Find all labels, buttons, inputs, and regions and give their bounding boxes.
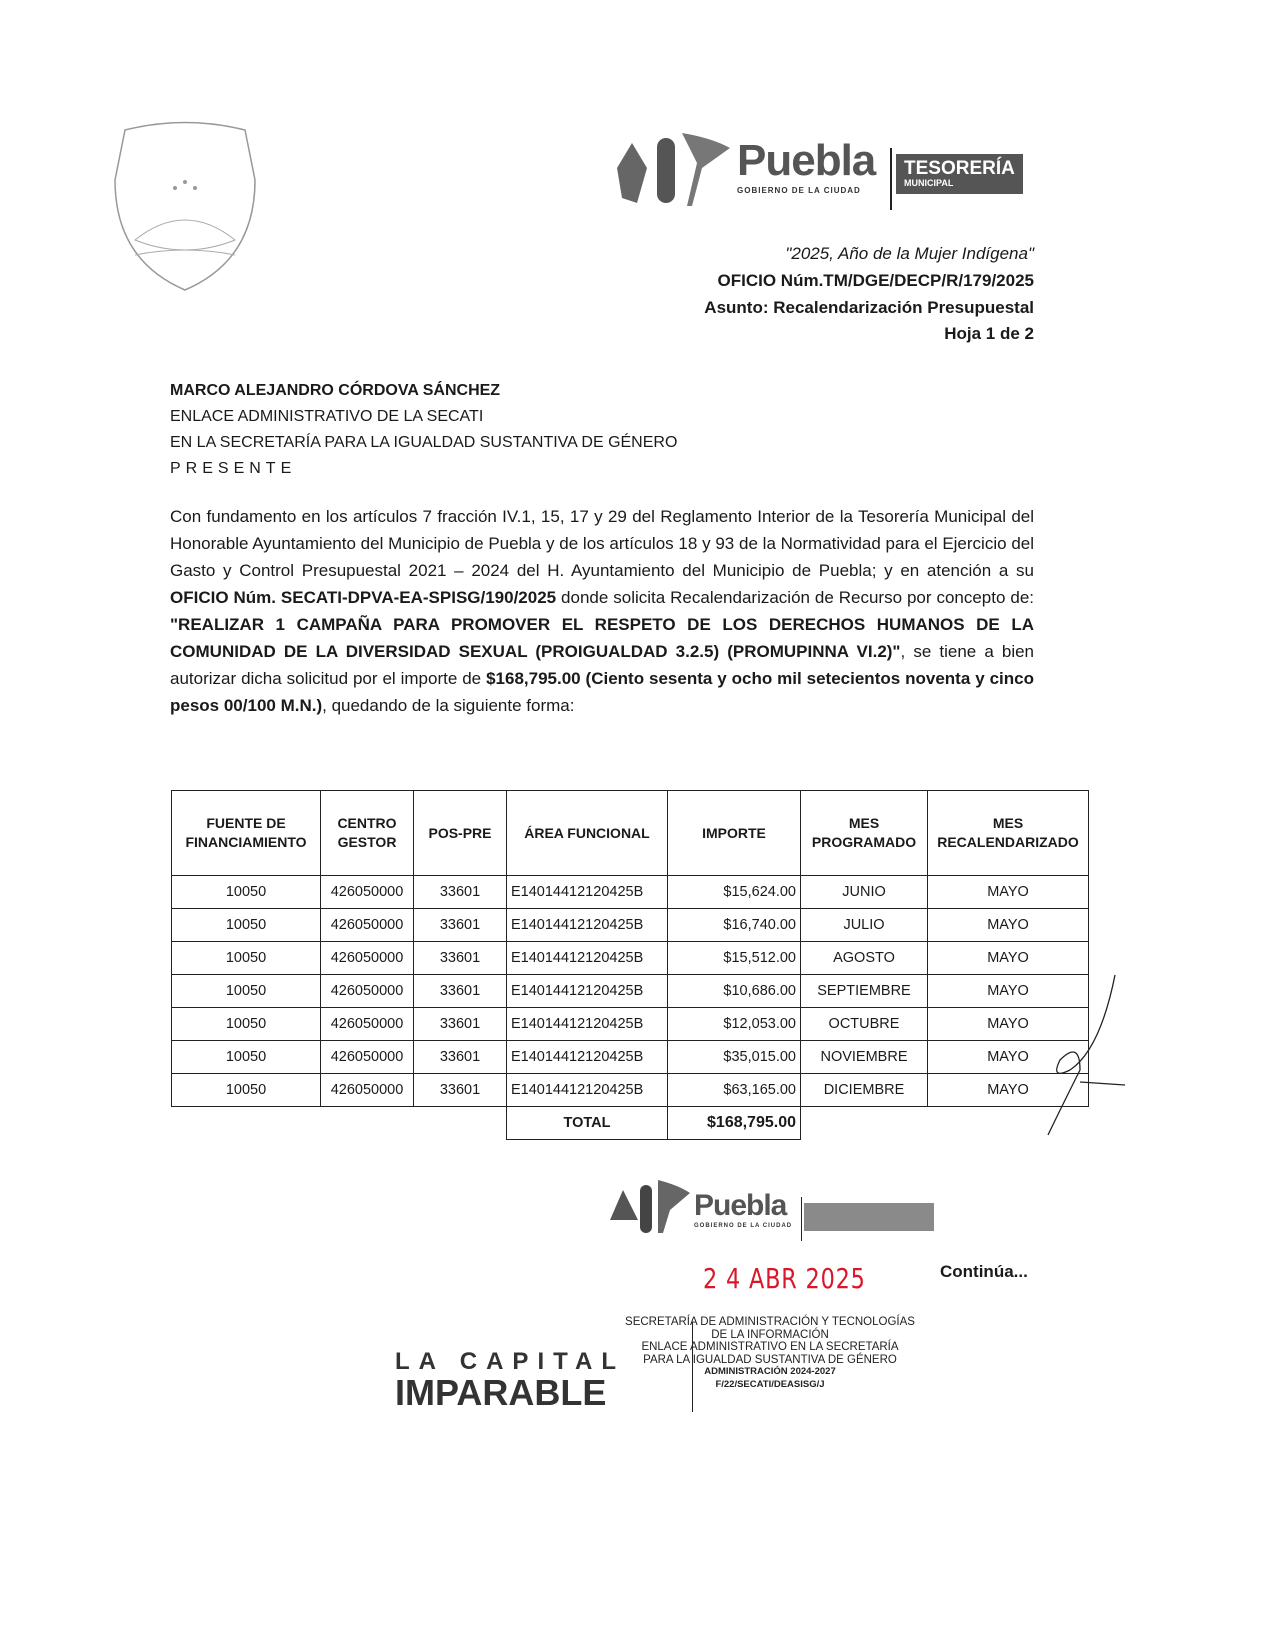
total-value: $168,795.00 (668, 1107, 801, 1140)
table-cell: 426050000 (321, 942, 414, 975)
table-row (172, 942, 1089, 975)
table-cell: $35,015.00 (668, 1041, 801, 1074)
table-cell: 426050000 (321, 909, 414, 942)
column-header: CENTRO GESTOR (321, 791, 414, 876)
table-cell: E14014412120425B (507, 942, 668, 975)
body-paragraph: Con fundamento en los artículos 7 fracción IV.1, 15, 17 y 29 del Reglamento Interior de la Tesorería Municipal del Honorable Ayuntamiento del Municipio de Puebla y de los artículos 18 y 93 de la Normatividad para el Ejercicio del Gasto y Control Presupuestal 2021 – 2024 del H. Ayuntamiento del Municipio de Puebla; y en atención a su OFICIO Núm. SECATI-DPVA-EA-SPISG/190/2025 donde solicita Recalendarización de Recurso por concepto de: "REALIZAR 1 CAMPAÑA PARA PROMOVER EL RESPETO DE LOS DERECHOS HUMANOS DE LA COMUNIDAD DE LA DIVERSIDAD SEXUAL (PROIGUALDAD 3.2.5) (PROMUPINNA VI.2)", se tiene a bien autorizar dicha solicitud por el importe de $168,795.00 (Ciento sesenta y ocho mil setecientos noventa y cinco pesos 00/100 M.N.), quedando de la siguiente forma: (170, 507, 1035, 715)
table-cell: OCTUBRE (801, 1008, 928, 1041)
total-row (172, 1107, 1089, 1140)
tesoreria-badge: TESORERÍA MUNICIPAL (896, 154, 1023, 194)
table-cell: $15,512.00 (668, 942, 801, 975)
table-cell: JULIO (801, 909, 928, 942)
table-cell: 426050000 (321, 1074, 414, 1107)
recipient-name: MARCO ALEJANDRO CÓRDOVA SÁNCHEZ (170, 382, 501, 399)
recalendarization-table (171, 790, 1089, 1140)
table-cell: MAYO (928, 1041, 1089, 1074)
table-cell: 426050000 (321, 975, 414, 1008)
oficio-number: OFICIO Núm.TM/DGE/DECP/R/179/2025 (717, 271, 1034, 290)
table-cell: SEPTIEMBRE (801, 975, 928, 1008)
table-cell: 426050000 (321, 1041, 414, 1074)
table-cell: 33601 (414, 1008, 507, 1041)
table-cell: 10050 (172, 1074, 321, 1107)
table-cell: $10,686.00 (668, 975, 801, 1008)
table-cell: 10050 (172, 942, 321, 975)
puebla-emblem-icon (608, 1175, 693, 1235)
reference-oficio: OFICIO Núm. SECATI-DPVA-EA-SPISG/190/2025 (170, 588, 557, 607)
concept: "REALIZAR 1 CAMPAÑA PARA PROMOVER EL RESPETO DE LOS DERECHOS HUMANOS DE LA COMUNIDAD DE LA DIVERSIDAD SEXUAL (PROIGUALDAD 3.2.5) (PROMUPINNA VI.2)" (170, 615, 1034, 661)
year-motto: "2025, Año de la Mujer Indígena" (785, 244, 1034, 263)
table-cell: MAYO (928, 942, 1089, 975)
table-cell: $12,053.00 (668, 1008, 801, 1041)
slogan: LA CAPITAL IMPARABLE (395, 1348, 625, 1413)
logo-wordmark: Puebla (737, 136, 876, 185)
total-label: TOTAL (507, 1107, 668, 1140)
table-header (172, 791, 1089, 876)
authorized-amount: $168,795.00 (Ciento sesenta y ocho mil setecientos noventa y cinco pesos 00/100 M.N.) (170, 669, 1034, 715)
table-cell: MAYO (928, 1074, 1089, 1107)
table-cell: 33601 (414, 1041, 507, 1074)
table-row (172, 975, 1089, 1008)
recipient-title: ENLACE ADMINISTRATIVO DE LA SECATI (170, 408, 484, 425)
puebla-tesoreria-logo (612, 128, 1032, 213)
page-number: Hoja 1 de 2 (944, 324, 1034, 343)
table-cell: MAYO (928, 975, 1089, 1008)
logo-subtitle: GOBIERNO DE LA CIUDAD (737, 186, 861, 195)
secati-receipt-stamp: SECRETARÍA DE ADMINISTRACIÓN Y TECNOLOGÍAS DE LA INFORMACIÓN ENLACE ADMINISTRATIVO EN LA SECRETARÍA PARA LA IGUALDAD SUSTANTIVA DE GÉNERO ADMINISTRACIÓN 2024-2027 F/22/SECATI/DEASISG/J (625, 1316, 915, 1390)
received-date-stamp: 2 4 ABR 2025 (703, 1262, 866, 1295)
table-row (172, 1041, 1089, 1074)
table-cell: E14014412120425B (507, 909, 668, 942)
table-row (172, 909, 1089, 942)
recipient-office: EN LA SECRETARÍA PARA LA IGUALDAD SUSTANTIVA DE GÉNERO (170, 434, 678, 451)
table-row (172, 1074, 1089, 1107)
table-row (172, 876, 1089, 909)
column-header: MES RECALENDARIZADO (928, 791, 1089, 876)
coat-of-arms-seal (105, 120, 265, 295)
puebla-emblem-icon (612, 128, 732, 208)
table-cell: MAYO (928, 1008, 1089, 1041)
table-cell: E14014412120425B (507, 876, 668, 909)
continues-label: Continúa... (940, 1262, 1028, 1281)
logo-wordmark: Puebla (694, 1189, 787, 1222)
table-cell: NOVIEMBRE (801, 1041, 928, 1074)
table-cell: E14014412120425B (507, 1074, 668, 1107)
table-cell: 10050 (172, 909, 321, 942)
column-header: MES PROGRAMADO (801, 791, 928, 876)
table-cell: 33601 (414, 909, 507, 942)
table-cell: $15,624.00 (668, 876, 801, 909)
table-cell: AGOSTO (801, 942, 928, 975)
table-cell: 33601 (414, 1074, 507, 1107)
table-cell: MAYO (928, 909, 1089, 942)
table-cell: MAYO (928, 876, 1089, 909)
table-cell: E14014412120425B (507, 1008, 668, 1041)
subject: Asunto: Recalendarización Presupuestal (704, 298, 1034, 317)
table-cell: 10050 (172, 1008, 321, 1041)
table-cell: $63,165.00 (668, 1074, 801, 1107)
table-cell: 426050000 (321, 1008, 414, 1041)
table-cell: 33601 (414, 975, 507, 1008)
table-cell: DICIEMBRE (801, 1074, 928, 1107)
table-cell: 33601 (414, 876, 507, 909)
table-row (172, 1008, 1089, 1041)
puebla-footer-logo (608, 1175, 938, 1245)
signature-initials (1040, 970, 1130, 1140)
table-cell: $16,740.00 (668, 909, 801, 942)
table-cell: 33601 (414, 942, 507, 975)
presente: PRESENTE (170, 460, 297, 477)
table-cell: 426050000 (321, 876, 414, 909)
logo-subtitle: GOBIERNO DE LA CIUDAD (694, 1223, 793, 1229)
recipient-block (170, 378, 677, 482)
column-header: ÁREA FUNCIONAL (507, 791, 668, 876)
table-cell: E14014412120425B (507, 975, 668, 1008)
table-cell: 10050 (172, 1041, 321, 1074)
column-header: FUENTE DE FINANCIAMIENTO (172, 791, 321, 876)
table-cell: 10050 (172, 975, 321, 1008)
table-cell: 10050 (172, 876, 321, 909)
table-cell: E14014412120425B (507, 1041, 668, 1074)
column-header: POS-PRE (414, 791, 507, 876)
column-header: IMPORTE (668, 791, 801, 876)
table-cell: JUNIO (801, 876, 928, 909)
